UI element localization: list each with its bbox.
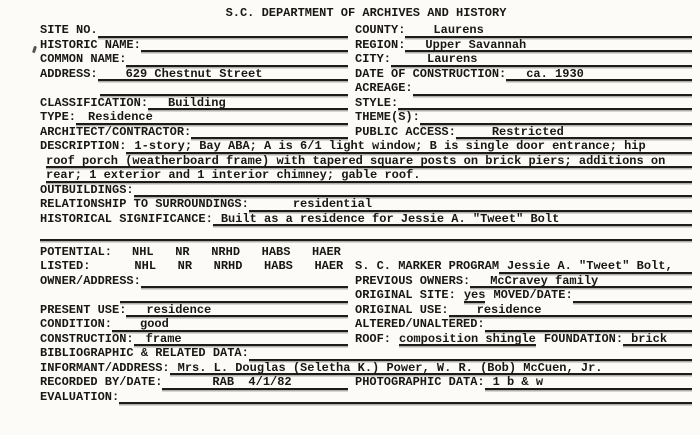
- field-description-line1-line: [126, 139, 692, 154]
- field-historical-significance-label: HISTORICAL SIGNIFICANCE:: [40, 211, 213, 226]
- field-potential-label: POTENTIAL:: [40, 244, 113, 259]
- field-informant-address-line: [170, 361, 692, 376]
- field-construction: [40, 332, 348, 347]
- field-description-line3: rear; 1 exterior and 1 interior chimney; gable roof.: [46, 168, 421, 182]
- field-relationship-to-surroundings-value: residential: [292, 197, 373, 211]
- form-row: [40, 245, 692, 260]
- field-altered-unaltered-label: ALTERED/UNALTERED:: [355, 317, 485, 331]
- field-region-line: [405, 38, 692, 53]
- field-acreage-label: ACREAGE:: [355, 81, 413, 95]
- field-evaluation-label: EVALUATION:: [40, 389, 120, 404]
- field-previous-owners-line: [470, 274, 692, 289]
- field-outbuildings-line: [134, 183, 692, 198]
- field-date-of-construction-value: ca. 1930: [526, 66, 584, 81]
- form-row: [40, 197, 692, 212]
- field-common-name: [40, 52, 348, 67]
- form-row: [40, 23, 692, 38]
- field-address-line: [98, 67, 348, 82]
- field-description-line2: roof porch (weatherboard frame) with tapered square posts on brick piers; additions on: [46, 153, 666, 168]
- field-original-use-line: [449, 303, 692, 318]
- field-recorded-by-date-line: [162, 375, 348, 390]
- field-description-label: DESCRIPTION:: [40, 139, 127, 153]
- field-type-line: [76, 110, 348, 125]
- field-condition-label: CONDITION:: [40, 317, 113, 331]
- field-historical-significance-value: Built as a residence for Jessie A. "Tweet" Bolt: [220, 211, 560, 226]
- field-date-of-construction-label: DATE OF CONSTRUCTION:: [355, 66, 507, 81]
- field-outbuildings: [40, 183, 692, 198]
- field-roof-value: composition shingle: [399, 331, 536, 346]
- form-row: [40, 67, 692, 82]
- form-row: [40, 317, 692, 332]
- field-informant-address-value: Mrs. L. Douglas (Seletha K.) Power, W. R. (Bob) McCuen, Jr.: [177, 360, 603, 375]
- field-common-name-line: [126, 52, 348, 67]
- field-listed-options: NHL NR NRHD HABS HAER: [134, 259, 344, 273]
- field-condition: [40, 317, 348, 332]
- field-foundation-label: FOUNDATION:: [543, 331, 624, 346]
- field-owner-address-line: [141, 274, 348, 289]
- form-row: [40, 139, 692, 154]
- field-type-label: TYPE:: [40, 110, 77, 124]
- field-classification-line: [148, 96, 348, 111]
- field-construction-line: [134, 332, 348, 347]
- form-row: [40, 52, 692, 67]
- field-city-label: CITY:: [355, 52, 392, 66]
- field-historical-significance-line: [213, 212, 692, 227]
- field-bibliographic-line: [249, 346, 692, 361]
- field-description-line3-line: [46, 168, 692, 183]
- field-original-use-label: ORIGINAL USE:: [355, 302, 449, 317]
- field-condition-value: good: [140, 317, 169, 331]
- field-historical-significance: [40, 212, 692, 227]
- field-original-site: [355, 288, 692, 303]
- field-foundation-value: brick: [631, 331, 668, 346]
- field-original-use-value: residence: [476, 302, 542, 317]
- field-description-line1: 1-story; Bay ABA; A is 6/1 light window; B is single door entrance; hip: [134, 139, 646, 153]
- field-address: [40, 67, 348, 82]
- field-address-continuation-line: [100, 81, 348, 96]
- field-site-no: [40, 23, 348, 38]
- field-relationship-to-surroundings-line: [249, 197, 692, 212]
- field-classification: [40, 96, 348, 111]
- form-title: S.C. DEPARTMENT OF ARCHIVES AND HISTORY: [225, 6, 507, 20]
- field-address-continuation: [40, 81, 348, 96]
- field-owner-address-label: OWNER/ADDRESS:: [40, 273, 141, 288]
- form-row: [40, 361, 692, 376]
- field-altered-unaltered: [355, 317, 692, 332]
- field-public-access: [355, 125, 692, 140]
- field-acreage: [355, 81, 692, 96]
- field-original-site-value: yes: [463, 288, 486, 302]
- field-bibliographic: [40, 346, 692, 361]
- form-row: [40, 332, 692, 347]
- field-foundation-line: [623, 332, 692, 347]
- field-style: [355, 96, 692, 111]
- field-informant-address-label: INFORMANT/ADDRESS:: [40, 360, 170, 375]
- field-photographic-data-label: PHOTOGRAPHIC DATA:: [355, 375, 485, 389]
- field-previous-owners-label: PREVIOUS OWNERS:: [355, 273, 471, 288]
- field-recorded-by-date-label: RECORDED BY/DATE:: [40, 375, 163, 389]
- field-original-site-label: ORIGINAL SITE:: [355, 288, 456, 302]
- field-photographic-data-value: 1 b & w: [492, 375, 544, 389]
- form-row: [40, 375, 692, 390]
- field-region-value: Upper Savannah: [425, 37, 527, 52]
- field-type-value: Residence: [88, 110, 153, 124]
- field-potential: [40, 245, 348, 260]
- form-row: [40, 168, 692, 183]
- field-public-access-line: [456, 125, 692, 140]
- field-architect-contractor: [40, 125, 348, 140]
- field-region-label: REGION:: [355, 37, 406, 52]
- field-county-line: [405, 23, 692, 38]
- field-classification-value: Building: [168, 95, 226, 110]
- field-city: [355, 52, 692, 67]
- blank-ruled-line: [40, 226, 692, 241]
- field-present-use: [40, 303, 348, 318]
- field-site-no-line: [98, 23, 348, 38]
- form-row: [40, 38, 692, 53]
- field-acreage-line: [413, 81, 692, 96]
- field-roof-label: ROOF:: [355, 331, 392, 346]
- field-description: [40, 139, 692, 154]
- field-bibliographic-label: BIBLIOGRAPHIC & RELATED DATA:: [40, 346, 249, 360]
- field-public-access-label: PUBLIC ACCESS:: [355, 124, 456, 139]
- form-row: [40, 96, 692, 111]
- field-themes-line: [420, 110, 692, 125]
- field-listed-label: LISTED:: [40, 259, 91, 273]
- field-county: [355, 23, 692, 38]
- field-listed: [40, 259, 348, 274]
- field-evaluation: [40, 390, 692, 405]
- form-row: [40, 81, 692, 96]
- field-marker-program-value: Jessie A. "Tweet" Bolt,: [507, 259, 673, 273]
- field-description-line2-line: [46, 154, 692, 169]
- form-row: [40, 303, 692, 318]
- field-recorded-by-date: [40, 375, 348, 390]
- field-evaluation-line: [119, 390, 692, 405]
- field-owner-address-continuation-line: [120, 288, 348, 303]
- scan-noise-mark: [32, 46, 37, 54]
- field-marker-program-line: [499, 259, 692, 274]
- field-construction-value: frame: [145, 331, 182, 346]
- form-row: [40, 346, 692, 361]
- field-classification-label: CLASSIFICATION:: [40, 95, 149, 110]
- field-address-value: 629 Chestnut Street: [125, 66, 263, 81]
- field-present-use-value: residence: [146, 302, 212, 317]
- form-row: [40, 212, 692, 227]
- field-potential-options: NHL NR NRHD HABS HAER: [132, 244, 341, 259]
- field-architect-contractor-label: ARCHITECT/CONTRACTOR:: [40, 124, 192, 139]
- field-type: [40, 110, 348, 125]
- blank-ruled-line-rule: [40, 226, 692, 241]
- field-original-use: [355, 303, 692, 318]
- form-row: [40, 288, 692, 303]
- field-architect-contractor-line: [191, 125, 348, 140]
- form-row: [40, 274, 692, 289]
- field-region: [355, 38, 692, 53]
- field-altered-unaltered-line: [485, 317, 692, 332]
- field-description-continuation: [40, 168, 692, 183]
- form-row: [40, 125, 692, 140]
- field-city-line: [391, 52, 692, 67]
- field-description-continuation: [40, 154, 692, 169]
- form-row: [40, 183, 692, 198]
- field-owner-address: [40, 274, 348, 289]
- field-owner-address-continuation: [40, 288, 348, 303]
- empty-cell: [355, 245, 692, 260]
- field-informant-address: [40, 361, 692, 376]
- form-row: [40, 259, 692, 274]
- field-present-use-label: PRESENT USE:: [40, 302, 127, 317]
- field-previous-owners-value: McCravey family: [490, 273, 599, 288]
- field-historic-name-label: HISTORIC NAME:: [40, 37, 141, 52]
- field-site-no-label: SITE NO.: [40, 23, 98, 37]
- field-address-label: ADDRESS:: [40, 66, 98, 81]
- field-themes: [355, 110, 692, 125]
- field-relationship-to-surroundings: [40, 197, 692, 212]
- field-date-of-construction-line: [506, 67, 692, 82]
- field-construction-label: CONSTRUCTION:: [40, 331, 134, 346]
- field-condition-line: [112, 317, 348, 332]
- field-previous-owners: [355, 274, 692, 289]
- field-marker-program: [355, 259, 692, 274]
- field-style-label: STYLE:: [355, 95, 399, 110]
- field-themes-label: THEME(S):: [355, 110, 420, 124]
- field-photographic-data-line: [485, 375, 692, 390]
- field-moved-date-label: MOVED/DATE:: [493, 288, 573, 302]
- field-city-value: Laurens: [427, 52, 478, 66]
- field-county-value: Laurens: [433, 23, 484, 37]
- field-historic-name: [40, 38, 348, 53]
- field-date-of-construction: [355, 67, 692, 82]
- field-roof-foundation: [355, 332, 692, 347]
- field-marker-program-label: S. C. MARKER PROGRAM: [355, 259, 500, 273]
- field-common-name-label: COMMON NAME:: [40, 52, 127, 66]
- field-photographic-data: [355, 375, 692, 390]
- field-county-label: COUNTY:: [355, 23, 406, 37]
- form-row: [40, 226, 692, 241]
- form-row: [40, 154, 692, 169]
- form-row: [40, 390, 692, 405]
- field-moved-date-line: [573, 288, 692, 303]
- field-present-use-line: [126, 303, 348, 318]
- field-relationship-to-surroundings-label: RELATIONSHIP TO SURROUNDINGS:: [40, 197, 249, 211]
- field-style-line: [398, 96, 692, 111]
- form-row: [40, 110, 692, 125]
- field-historic-name-line: [141, 38, 348, 53]
- field-outbuildings-label: OUTBUILDINGS:: [40, 182, 134, 197]
- field-public-access-value: Restricted: [491, 124, 564, 139]
- field-recorded-by-date-value: RAB 4/1/82: [212, 375, 292, 389]
